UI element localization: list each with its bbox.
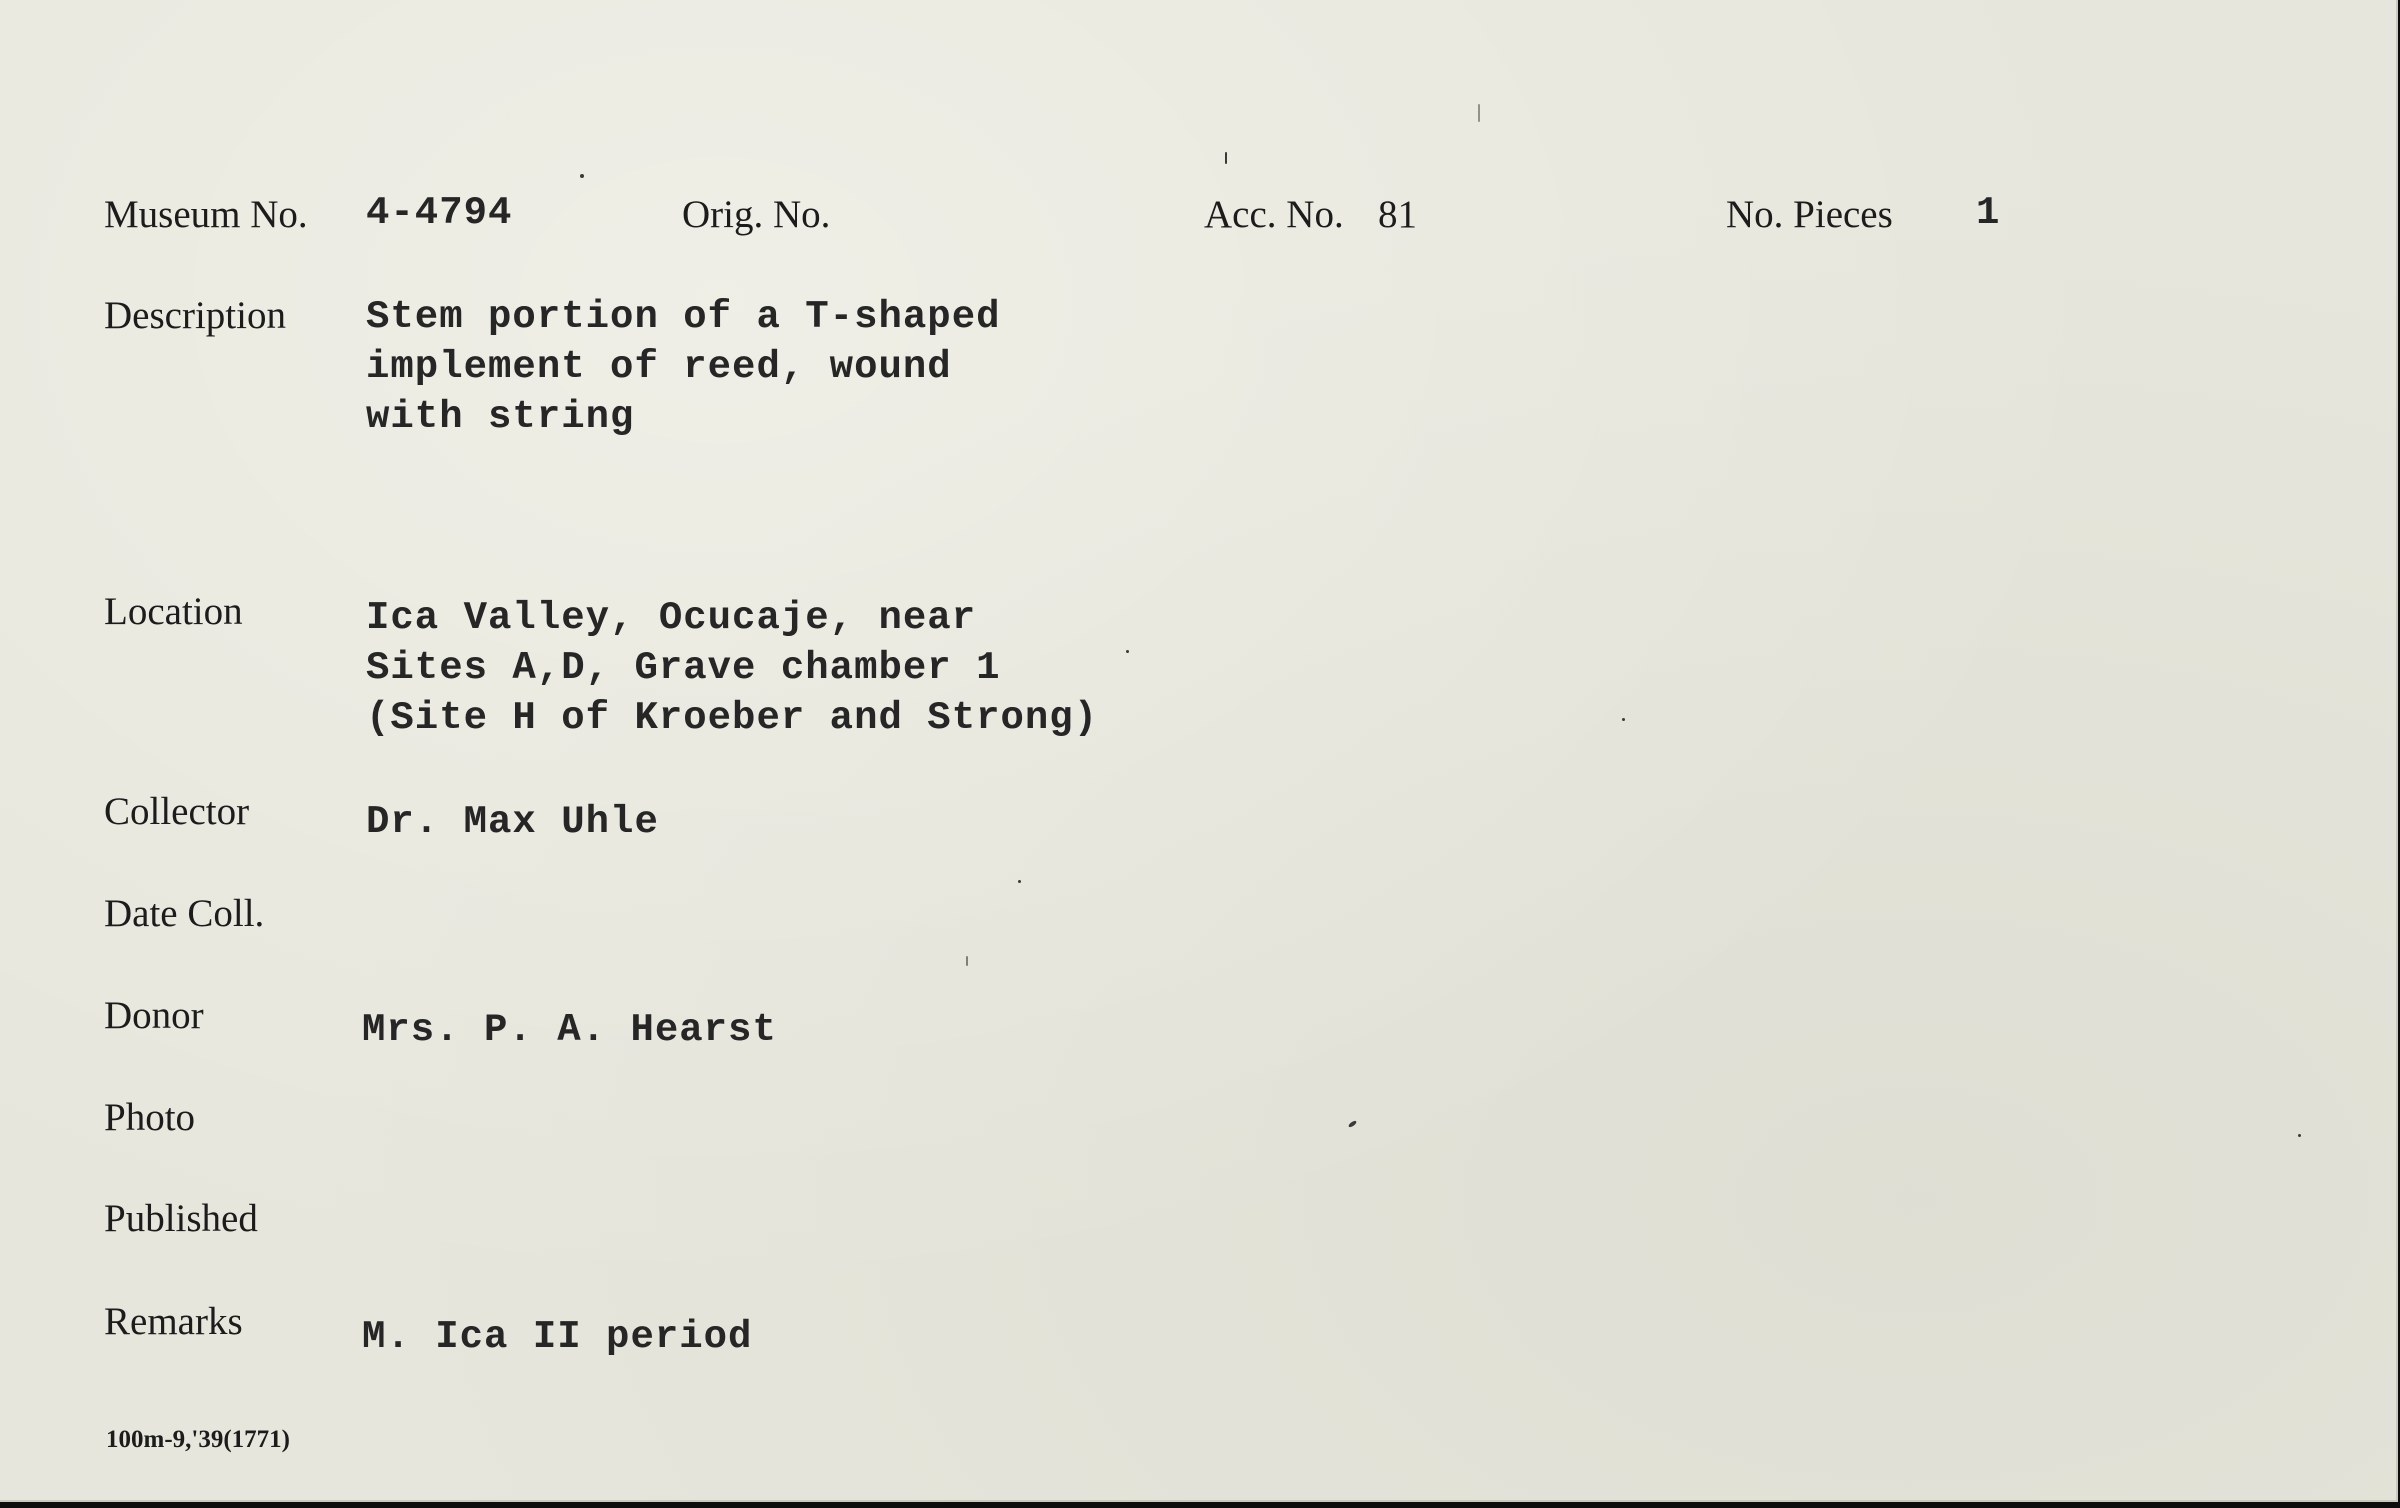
- paper-speck: [1018, 880, 1021, 883]
- collector-label: Collector: [104, 790, 250, 833]
- no-pieces-value: 1: [1976, 191, 2001, 235]
- donor-label: Donor: [104, 994, 204, 1037]
- printer-code: 100m-9,'39(1771): [106, 1426, 290, 1453]
- location-line: (Site H of Kroeber and Strong): [366, 696, 1099, 740]
- paper-speck: [1126, 650, 1129, 653]
- paper-speck: [1622, 718, 1625, 721]
- paper-speck: [1348, 1120, 1358, 1128]
- location-label: Location: [104, 590, 243, 633]
- description-line: Stem portion of a T-shaped: [366, 295, 1001, 339]
- acc-no-label: Acc. No.: [1204, 193, 1344, 236]
- published-label: Published: [104, 1197, 258, 1240]
- description-text: [366, 292, 1001, 442]
- collector-value: Dr. Max Uhle: [366, 800, 659, 844]
- no-pieces-label: No. Pieces: [1726, 193, 1893, 236]
- paper-speck: [580, 174, 584, 178]
- museum-no-label: Museum No.: [104, 193, 308, 236]
- paper-speck: [1225, 152, 1227, 164]
- paper-speck: [966, 956, 968, 966]
- description-line: implement of reed, wound: [366, 345, 952, 389]
- location-text: [366, 593, 1098, 743]
- remarks-label: Remarks: [104, 1300, 243, 1343]
- photo-label: Photo: [104, 1096, 196, 1139]
- paper-speck: [1478, 104, 1480, 122]
- location-line: Sites A,D, Grave chamber 1: [366, 646, 1001, 690]
- date-coll-label: Date Coll.: [104, 892, 265, 935]
- description-label: Description: [104, 294, 286, 337]
- location-line: Ica Valley, Ocucaje, near: [366, 596, 977, 640]
- paper-speck: [2298, 1134, 2301, 1137]
- museum-no-value: 4-4794: [366, 191, 513, 235]
- description-line: with string: [366, 395, 635, 439]
- orig-no-label: Orig. No.: [682, 193, 831, 236]
- acc-no-value: 81: [1378, 193, 1417, 236]
- donor-value: Mrs. P. A. Hearst: [362, 1008, 777, 1052]
- remarks-value: M. Ica II period: [362, 1315, 753, 1359]
